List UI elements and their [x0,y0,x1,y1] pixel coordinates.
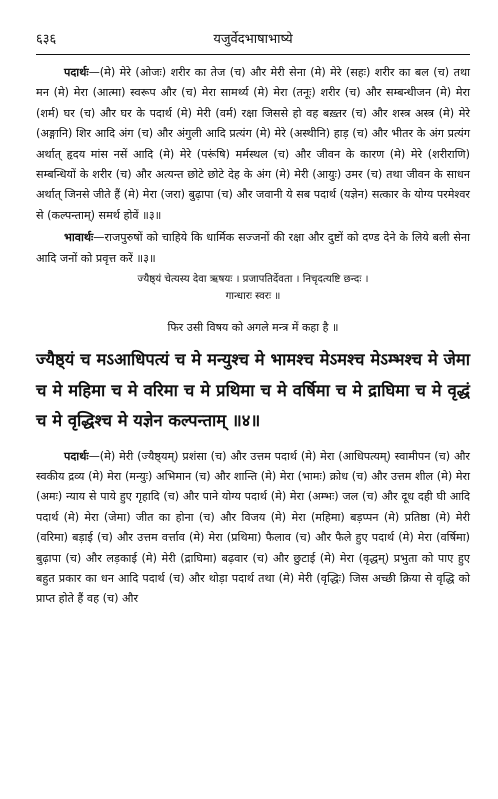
rishi-devata-line: ज्यैष्ठ्यं चेत्यस्य देवा ऋषयः । प्रजापतिर्देवता । निचृदत्यष्टि छन्दः । [137,274,369,286]
page-number: ६३६ [36,32,57,47]
padartha-label: पदार्थः [64,66,89,79]
padartha-paragraph-3 [36,63,470,226]
bhavartha-label: भावार्थः [64,231,94,245]
header-rule [36,54,470,55]
page-header [36,30,470,52]
bhavartha-text: —राजपुरुषों को चाहिये कि धार्मिक सज्जनों की रक्षा और दुष्टों को दण्ड देने के लिये बली सेना आदि जनों को प्रवृत्त करें ॥३॥ [36,231,470,265]
mantra-intro: फिर उसी विषय को अगले मन्त्र में कहा है ॥ [167,321,339,335]
padartha-label: पदार्थः [64,449,89,463]
mantra-text-4: ज्यैष्ठ्यं च मऽआधिपत्यं च मे मन्युश्च मे भामश्च मेऽमश्च मेऽम्भश्च मे जेमा च मे महिमा च मे वरिमा च मे प्रथिमा च मे वर्षिमा च मे द्राघिमा च मे वृद्धं च मे वृद्धिश्च मे यज्ञेन कल्पन्ताम् ॥४॥ [36,350,470,431]
padartha-paragraph-4 [36,447,470,610]
padartha-text: —(मे) मेरी (ज्यैष्ठ्यम्) प्रशंसा (च) और उत्तम पदार्थ (मे) मेरा (आधिपत्यम्) स्वामीपन (च) और स्वकीय द्रव्य (मे) मेरा (मन्युः) अभिमान (च) और शान्ति (मे) मेरा (भामः) क्रोध (च) और उत्तम शील (मे) मेरा (अमः) न्याय से पाये हुए गृहादि (च) और पाने योग्य पदार्थ (मे) मेरा (अम्भः) जल (च) और दूध दही घी आदि पदार्थ (मे) मेरा (जेमा) जीत का होना (च) और विजय (मे) मेरा (महिमा) बड़प्पन (मे) प्रतिष्ठा (मे) मेरी (वरिमा) बड़ाई (च) और उत्तम वर्त्ताव (मे) मेरा (प्रथिमा) फैलाव (च) और फैले हुए पदार्थ (मे) मेरा (वर्षिमा) बुढ़ापा (च) और लड़काई (मे) मेरी (द्राघिमा) बढ़वार (च) और छुटाई (मे) मेरा (वृद्धम्) प्रभुता को पाए हुए बहुत प्रकार का धन आदि पदार्थ (च) और थोड़ा पदार्थ तथा (मे) मेरी (वृद्धिः) जिस अच्छी क्रिया से वृद्धि को प्राप्त होते हैं वह (च) और [36,449,470,606]
bhavartha-paragraph-3 [36,228,470,269]
page-title: यजुर्वेदभाषाभाष्ये [213,32,293,47]
svara-line: गान्धारः स्वरः ॥ [225,291,281,303]
padartha-text: —(मे) मेरे (ओजः) शरीर का तेज (च) और मेरी सेना (मे) मेरे (सहः) शरीर का बल (च) तथा मन (मे) मेरा (आत्मा) स्वरूप और (च) मेरा सामर्थ्य (मे) मेरा (तनूः) शरीर (च) और सम्बन्धीजन (मे) मेरा (शर्म) घर (च) और घर के पदार्थ (मे) मेरी (वर्म) रक्षा जिससे हो वह बख़्तर (च) और शस्त्र अस्त्र (मे) मेरे (अङ्गानि) शिर आदि अंग (च) और अंगुली आदि प्रत्यंग (मे) मेरे (अस्थीनि) हाड़ (च) और भीतर के अंग प्रत्यंग अर्थात् हृदय मांस नसें आदि (मे) मेरे (परूंषि) मर्मस्थल (च) और जीवन के कारण (मे) मेरे (शरीराणि) सम्बन्धियों के शरीर (च) और अत्यन्त छोटे छोटे देह के अंग (मे) मेरी (आयुः) उमर (च) तथा जीवन के साधन अर्थात् जिनसे जीते हैं (मे) मेरा (जरा) बुढ़ापा (च) और जवानी ये सब पदार्थ (यज्ञेन) सत्कार के योग्य परमेश्वर से (कल्पन्ताम्) समर्थ होवें ॥३॥ [36,66,470,222]
